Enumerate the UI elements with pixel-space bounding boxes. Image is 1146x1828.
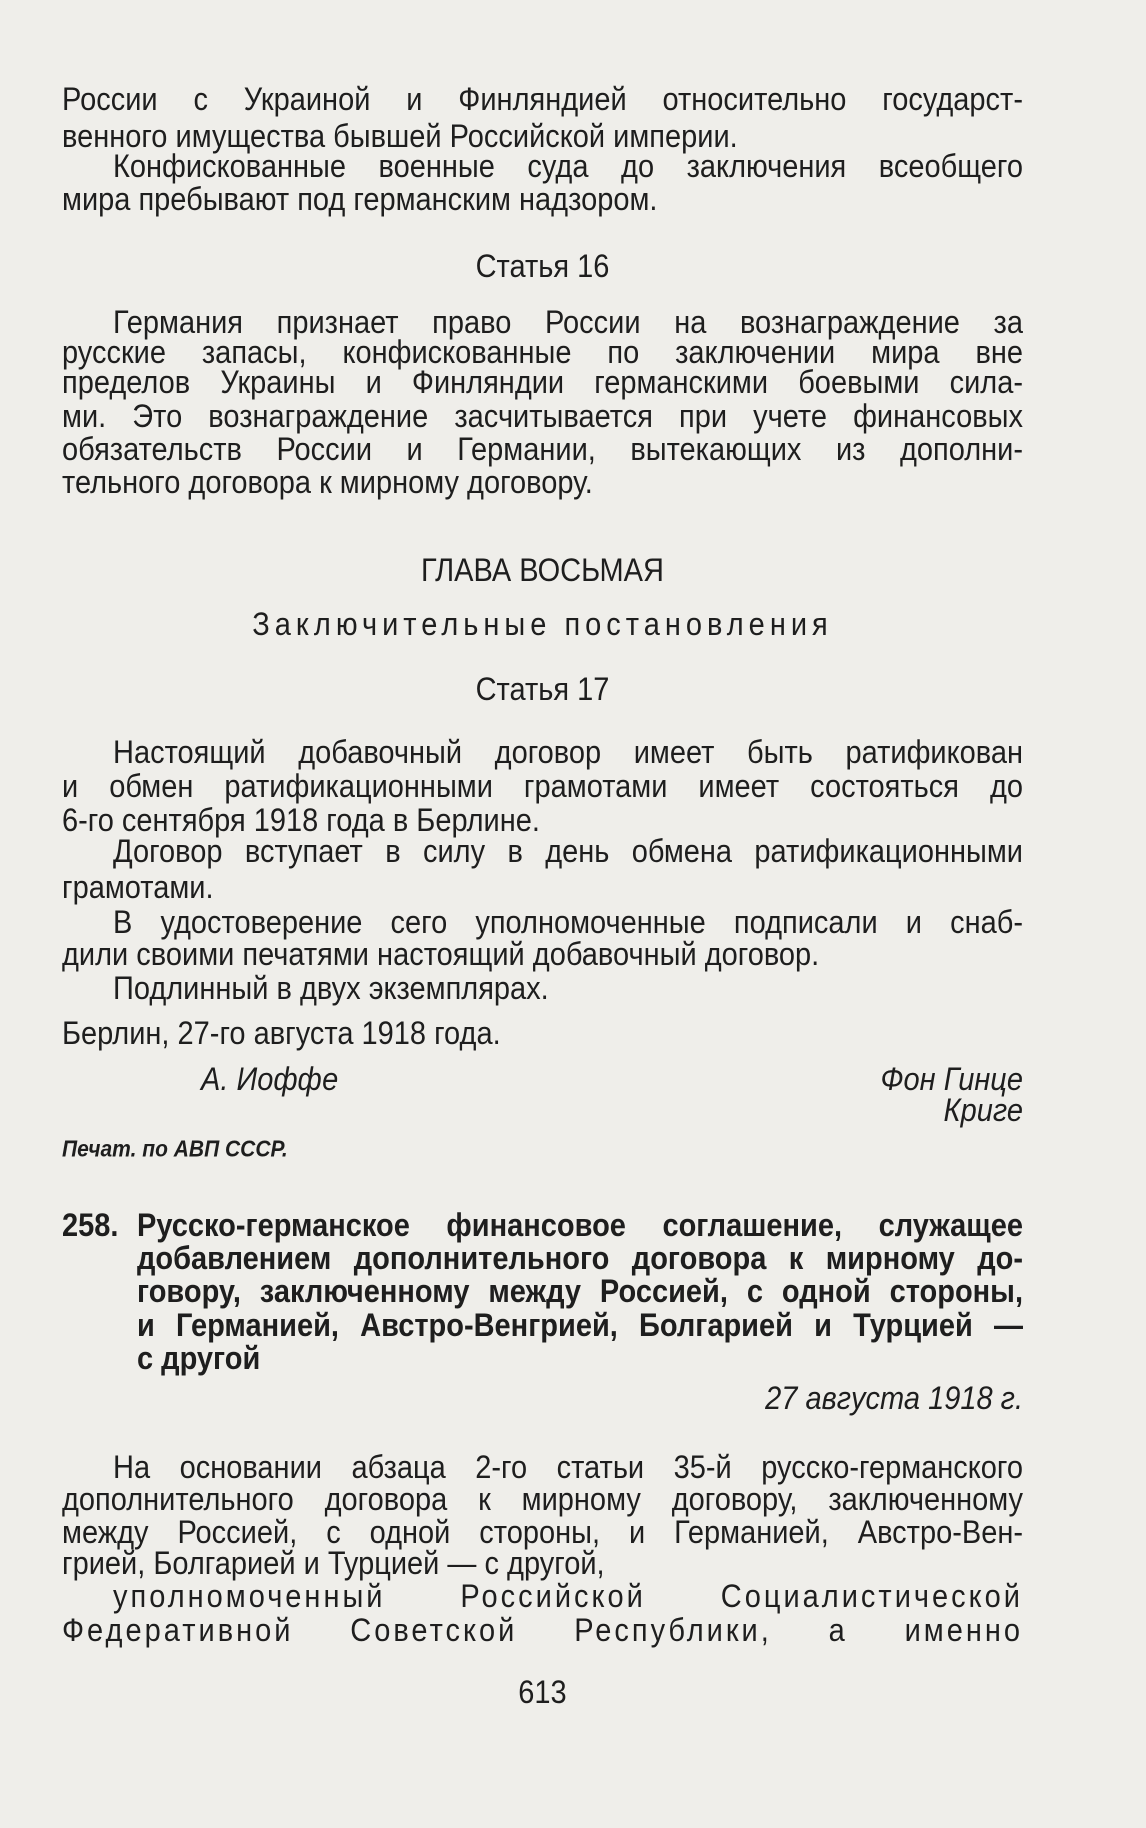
text-line: грией, Болгарией и Турцией — с другой, xyxy=(62,1546,605,1582)
document-title-line: Русско-германское финансовое соглашение, служащее xyxy=(137,1208,1023,1244)
text-line: дили своими печатями настоящий добавочный договор. xyxy=(62,937,820,973)
text-line: России с Украиной и Финляндией относительно государст- xyxy=(62,82,1023,118)
signature-right: Криге xyxy=(943,1093,1023,1129)
text-line: Германия признает право России на вознаграждение за xyxy=(113,305,1023,341)
article-17-heading: Статья 17 xyxy=(475,672,610,708)
article-16-heading: Статья 16 xyxy=(475,249,610,285)
text-line: уполномоченный Российской Социалистической xyxy=(113,1579,1023,1615)
page-number: 613 xyxy=(518,1675,567,1711)
text-line: дополнительного договора к мирному договору, заключенному xyxy=(62,1482,1023,1518)
text-line: пределов Украины и Финляндии германскими боевыми сила- xyxy=(62,365,1023,401)
text-line: 6-го сентября 1918 года в Берлине. xyxy=(62,803,540,839)
signature-right: Фон Гинце xyxy=(880,1062,1023,1098)
text-line: Конфискованные военные суда до заключения всеобщего xyxy=(113,149,1023,185)
text-line: В удостоверение сего уполномоченные подписали и снаб- xyxy=(113,905,1023,941)
source-note: Печат. по АВП СССР. xyxy=(62,1136,288,1163)
text-line: русские запасы, конфискованные по заключении мира вне xyxy=(62,335,1023,371)
text-line: обязательств России и Германии, вытекающих из дополни- xyxy=(62,432,1023,468)
document-title-line: с другой xyxy=(137,1341,261,1377)
document-number: 258. xyxy=(62,1208,119,1244)
document-date: 27 августа 1918 г. xyxy=(765,1381,1023,1417)
place-date: Берлин, 27-го августа 1918 года. xyxy=(62,1016,501,1052)
document-title-line: и Германией, Австро-Венгрией, Болгарией и Турцией — xyxy=(137,1308,1023,1344)
document-title-line: добавлением дополнительного договора к мирному до- xyxy=(137,1241,1023,1277)
text-line: грамотами. xyxy=(62,870,214,906)
text-line: Подлинный в двух экземплярах. xyxy=(113,971,549,1007)
document-title-line: говору, заключенному между Россией, с одной стороны, xyxy=(137,1274,1023,1310)
text-line: Договор вступает в силу в день обмена ратификационными xyxy=(113,834,1023,870)
text-line: На основании абзаца 2-го статьи 35-й русско-германского xyxy=(113,1450,1023,1486)
text-line: между Россией, с одной стороны, и Германией, Австро-Вен- xyxy=(62,1515,1023,1551)
text-line: Настоящий добавочный договор имеет быть ратификован xyxy=(113,735,1023,771)
text-line: мира пребывают под германским надзором. xyxy=(62,182,658,218)
chapter-heading: ГЛАВА ВОСЬМАЯ xyxy=(421,553,664,589)
text-line: и обмен ратификационными грамотами имеет состояться до xyxy=(62,769,1023,805)
text-line: ми. Это вознаграждение засчитывается при учете финансовых xyxy=(62,399,1023,435)
text-line: тельного договора к мирному договору. xyxy=(62,465,593,501)
chapter-title: Заключительные постановления xyxy=(252,607,833,643)
text-line: Федеративной Советской Республики, а именно xyxy=(62,1613,1023,1649)
text-line: венного имущества бывшей Российской империи. xyxy=(62,119,738,155)
signature-left: А. Иоффе xyxy=(201,1062,339,1098)
